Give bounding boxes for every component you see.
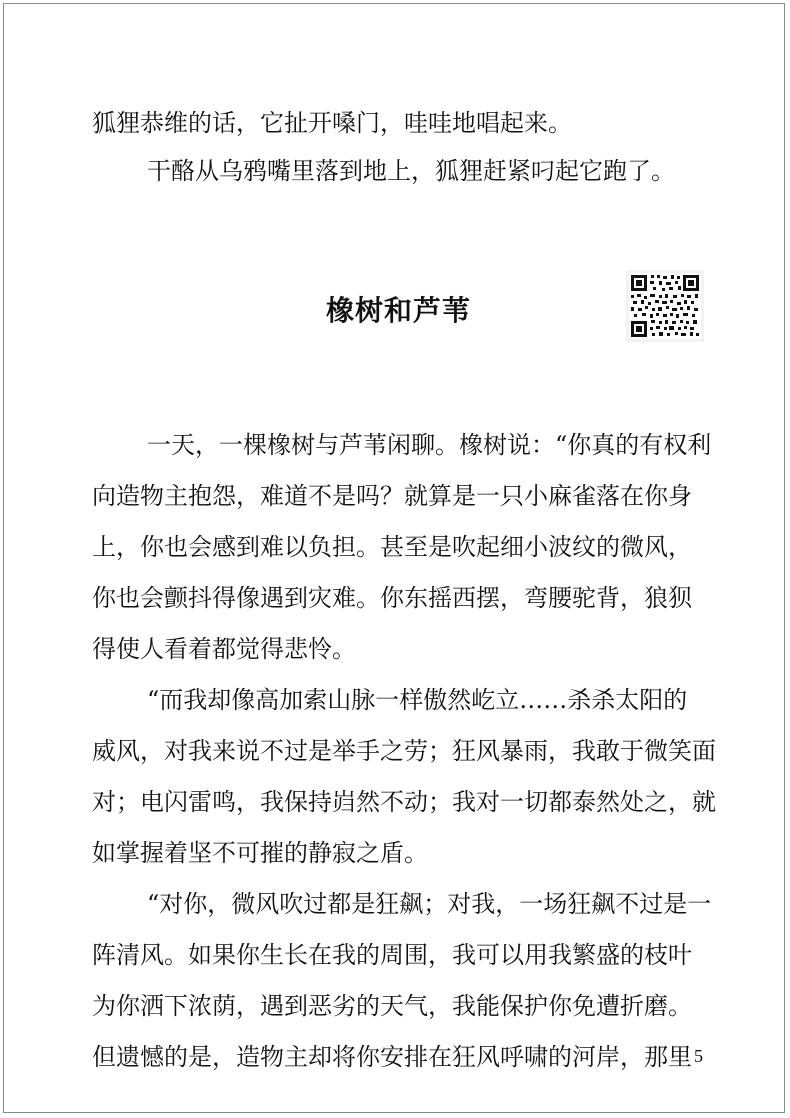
story-title: 橡树和芦苇 bbox=[326, 294, 472, 327]
paragraph-line: 一天，一棵橡树与芦苇闲聊。橡树说：“你真的有权利 bbox=[147, 431, 712, 459]
paragraph-line: 干酪从乌鸦嘴里落到地上，狐狸赶紧叼起它跑了。 bbox=[147, 157, 675, 185]
paragraph-line: 阵清风。如果你生长在我的周围，我可以用我繁盛的枝叶 bbox=[92, 941, 692, 969]
paragraph-line: “而我却像高加索山脉一样傲然屹立……杀杀太阳的 bbox=[147, 686, 688, 714]
paragraph-line: 上，你也会感到难以负担。甚至是吹起细小波纹的微风， bbox=[92, 533, 692, 561]
paragraph-line: 狐狸恭维的话，它扯开嗓门，哇哇地唱起来。 bbox=[92, 109, 572, 137]
paragraph-line: 但遗憾的是，造物主却将你安排在狂风呼啸的河岸，那里 bbox=[92, 1043, 692, 1071]
paragraph-line: 对；电闪雷鸣，我保持岿然不动；我对一切都泰然处之，就 bbox=[92, 788, 716, 816]
paragraph-line: 为你洒下浓荫，遇到恶劣的天气，我能保护你免遭折磨。 bbox=[92, 992, 692, 1020]
paragraph-line: 威风，对我来说不过是举手之劳；狂风暴雨，我敢于微笑面 bbox=[92, 737, 716, 765]
paragraph-line: 如掌握着坚不可摧的静寂之盾。 bbox=[92, 839, 428, 867]
page-number: 5 bbox=[694, 1046, 703, 1066]
paragraph-line: 得使人看着都觉得悲怜。 bbox=[92, 635, 356, 663]
book-page bbox=[3, 3, 785, 1113]
paragraph-line: “对你，微风吹过都是狂飙；对我，一场狂飙不过是一 bbox=[147, 890, 712, 918]
qr-code-icon bbox=[626, 270, 704, 342]
paragraph-line: 向造物主抱怨，难道不是吗？就算是一只小麻雀落在你身 bbox=[92, 482, 692, 510]
paragraph-line: 你也会颤抖得像遇到灾难。你东摇西摆，弯腰驼背，狼狈 bbox=[92, 584, 692, 612]
